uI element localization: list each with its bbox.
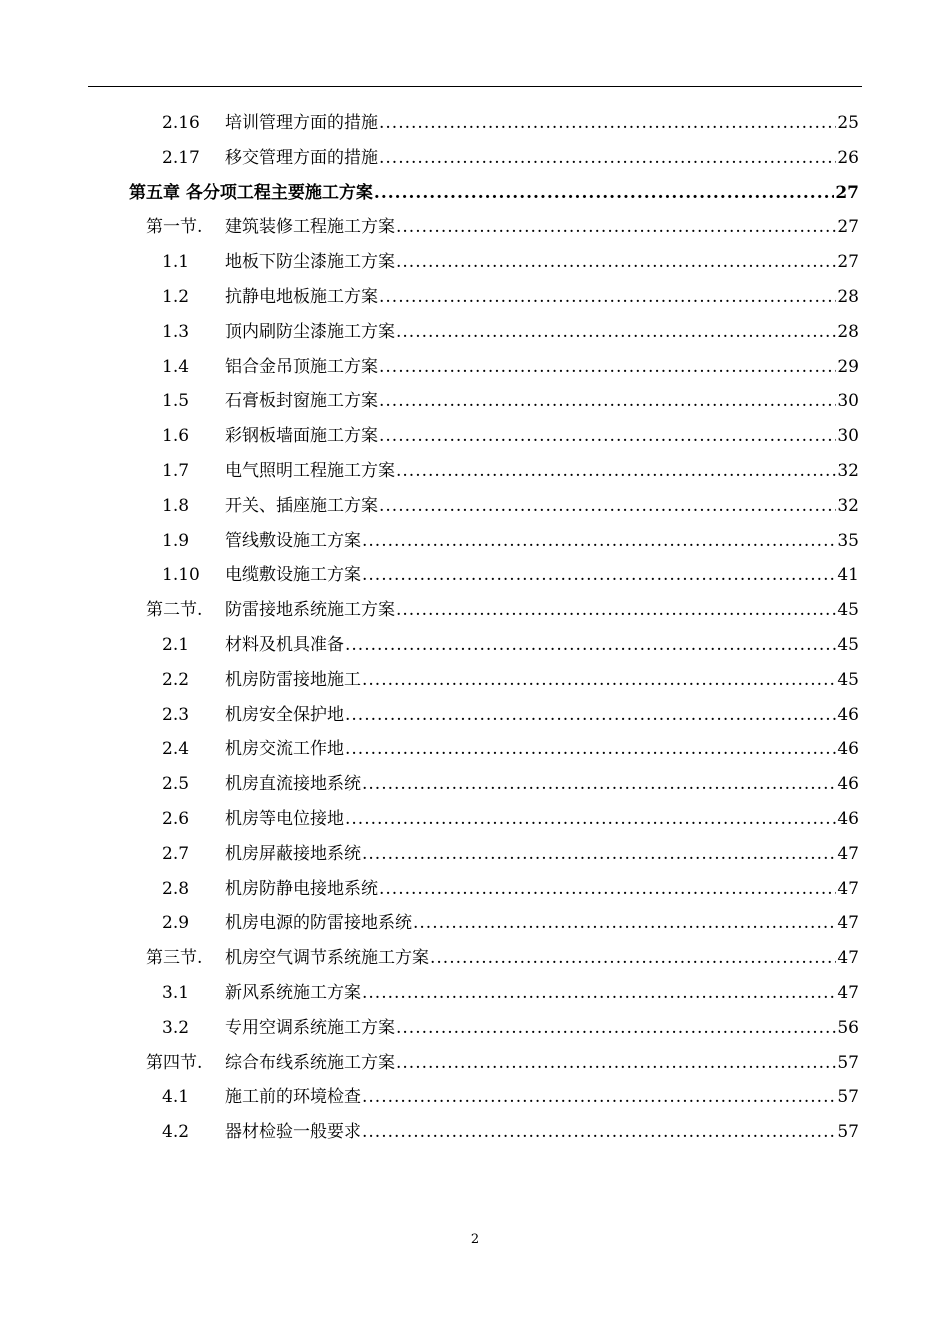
toc-entry-title: 器材检验一般要求 <box>225 1122 361 1143</box>
toc-entry-number: 3.2 <box>162 1017 190 1038</box>
toc-entry-title: 彩钢板墙面施工方案 <box>225 426 378 447</box>
toc-entry-title: 开关、插座施工方案 <box>225 495 378 516</box>
toc-entry-number: 1.7 <box>162 461 190 481</box>
toc-entry-page: 57 <box>837 1087 859 1108</box>
toc-entry-page: 27 <box>837 252 859 273</box>
toc-entry[interactable] <box>0 837 950 871</box>
toc-entry-number: 1.2 <box>162 287 190 307</box>
toc-entry-title: 施工前的环境检查 <box>225 1087 361 1108</box>
toc-entry-page: 56 <box>837 1017 859 1038</box>
toc-dot-leader <box>379 280 836 314</box>
toc-dot-leader <box>430 941 836 975</box>
toc-entry-number: 2.7 <box>162 843 190 864</box>
toc-entry-page: 45 <box>837 635 859 655</box>
toc-entry-page: 35 <box>837 530 859 551</box>
toc-entry[interactable] <box>0 384 950 418</box>
toc-entry-number: 第一节. <box>146 217 203 238</box>
toc-entry-number: 2.3 <box>162 704 190 725</box>
toc-dot-leader <box>362 837 836 871</box>
toc-entry-number: 2.4 <box>162 739 190 760</box>
toc-entry-title: 顶内刷防尘漆施工方案 <box>225 321 395 342</box>
toc-entry-title: 石膏板封窗施工方案 <box>225 391 378 412</box>
toc-entry-number: 第三节. <box>146 948 203 969</box>
toc-entry-page: 26 <box>837 147 859 168</box>
toc-entry[interactable] <box>0 872 950 906</box>
toc-entry-number: 1.4 <box>162 356 190 377</box>
toc-entry-page: 27 <box>835 182 859 203</box>
toc-dot-leader <box>345 628 836 662</box>
toc-entry-title: 材料及机具准备 <box>225 635 344 655</box>
page-number: 2 <box>470 1232 480 1247</box>
toc-entry-title: 电气照明工程施工方案 <box>225 461 395 481</box>
toc-entry-page: 32 <box>837 495 859 516</box>
toc-dot-leader <box>374 176 834 210</box>
toc-entry[interactable] <box>0 524 950 558</box>
toc-entry-page: 57 <box>837 1052 859 1073</box>
toc-entry-title: 机房防雷接地施工 <box>225 669 361 690</box>
toc-dot-leader <box>345 732 836 766</box>
toc-entry-title: 铝合金吊顶施工方案 <box>225 356 378 377</box>
toc-entry-page: 47 <box>837 843 859 864</box>
toc-entry-page: 28 <box>837 287 859 307</box>
toc-entry[interactable] <box>0 245 950 279</box>
toc-entry-title: 管线敷设施工方案 <box>225 530 361 551</box>
toc-entry[interactable] <box>0 698 950 732</box>
toc-entry-page: 45 <box>837 600 859 621</box>
toc-dot-leader <box>345 802 836 836</box>
toc-entry[interactable] <box>0 176 950 210</box>
toc-dot-leader <box>396 454 836 488</box>
toc-entry-title: 机房防静电接地系统 <box>225 878 378 899</box>
toc-entry-title: 机房电源的防雷接地系统 <box>225 913 412 934</box>
toc-dot-leader <box>396 593 836 627</box>
toc-entry-number: 2.2 <box>162 669 190 690</box>
toc-entry-page: 46 <box>837 809 859 829</box>
toc-entry-title: 电缆敷设施工方案 <box>225 565 361 586</box>
toc-dot-leader <box>379 384 836 418</box>
toc-entry-title: 防雷接地系统施工方案 <box>225 600 395 621</box>
toc-entry[interactable] <box>0 906 950 940</box>
toc-entry-number: 1.8 <box>162 495 190 516</box>
toc-entry-number: 第四节. <box>146 1052 203 1073</box>
toc-dot-leader <box>379 141 836 175</box>
toc-dot-leader <box>379 419 836 453</box>
toc-entry-title: 建筑装修工程施工方案 <box>225 217 395 238</box>
toc-entry-page: 32 <box>837 461 859 481</box>
toc-entry-title: 培训管理方面的措施 <box>225 113 378 133</box>
toc-entry[interactable] <box>0 1011 950 1045</box>
toc-dot-leader <box>413 906 836 940</box>
toc-entry-number: 4.1 <box>162 1087 190 1108</box>
toc-entry[interactable] <box>0 454 950 488</box>
toc-entry[interactable] <box>0 1080 950 1114</box>
toc-dot-leader <box>396 245 836 279</box>
toc-dot-leader <box>396 315 836 349</box>
toc-entry-number: 1.5 <box>162 391 190 412</box>
toc-entry[interactable] <box>0 350 950 384</box>
toc-entry-number: 2.5 <box>162 774 190 795</box>
toc-entry-title: 移交管理方面的措施 <box>225 147 378 168</box>
toc-entry-title: 专用空调系统施工方案 <box>225 1017 395 1038</box>
toc-dot-leader <box>362 1115 836 1149</box>
toc-entry-title: 机房直流接地系统 <box>225 774 361 795</box>
toc-entry-page: 30 <box>837 391 859 412</box>
toc-dot-leader <box>379 489 836 523</box>
toc-entry-title: 综合布线系统施工方案 <box>225 1052 395 1073</box>
header-rule <box>88 86 862 87</box>
toc-entry-number: 2.9 <box>162 913 190 934</box>
toc-entry-page: 28 <box>837 321 859 342</box>
toc-entry[interactable] <box>0 976 950 1010</box>
toc-entry[interactable] <box>0 767 950 801</box>
toc-entry-page: 46 <box>837 739 859 760</box>
toc-dot-leader <box>379 350 836 384</box>
toc-entry-title: 新风系统施工方案 <box>225 983 361 1003</box>
toc-entry-page: 47 <box>837 983 859 1003</box>
toc-dot-leader <box>362 976 836 1010</box>
toc-entry-page: 27 <box>837 217 859 238</box>
toc-entry-page: 45 <box>837 669 859 690</box>
toc-entry-number: 2.17 <box>162 147 200 168</box>
toc-entry-title: 机房屏蔽接地系统 <box>225 843 361 864</box>
toc-entry[interactable] <box>0 732 950 766</box>
toc-entry-number: 1.9 <box>162 530 190 551</box>
toc-dot-leader <box>379 106 836 140</box>
toc-entry-page: 46 <box>837 704 859 725</box>
toc-dot-leader <box>362 1080 836 1114</box>
toc-entry-page: 47 <box>837 948 859 969</box>
toc-dot-leader <box>396 1011 836 1045</box>
toc-entry-number: 1.6 <box>162 426 190 447</box>
toc-entry[interactable] <box>0 593 950 627</box>
toc-dot-leader <box>362 767 836 801</box>
toc-entry-title: 地板下防尘漆施工方案 <box>225 252 395 273</box>
toc-entry-page: 57 <box>837 1122 859 1143</box>
toc-entry-number: 2.16 <box>162 113 200 133</box>
toc-entry-title: 机房等电位接地 <box>225 809 344 829</box>
toc-entry-title: 抗静电地板施工方案 <box>225 287 378 307</box>
toc-entry-number: 1.1 <box>162 252 190 273</box>
toc-entry-page: 41 <box>837 565 859 586</box>
toc-entry[interactable] <box>0 489 950 523</box>
toc-entry-title: 机房安全保护地 <box>225 704 344 725</box>
toc-entry[interactable] <box>0 210 950 244</box>
toc-entry-page: 47 <box>837 913 859 934</box>
toc-entry-number: 1.3 <box>162 321 190 342</box>
toc-dot-leader <box>362 558 836 592</box>
toc-entry[interactable] <box>0 558 950 592</box>
toc-entry[interactable] <box>0 1046 950 1080</box>
toc-entry[interactable] <box>0 941 950 975</box>
toc-entry-page: 47 <box>837 878 859 899</box>
toc-entry-title: 机房交流工作地 <box>225 739 344 760</box>
toc-entry-page: 25 <box>837 113 859 133</box>
toc-entry-number: 2.6 <box>162 809 190 829</box>
toc-entry-number: 1.10 <box>162 565 200 586</box>
toc-entry-page: 46 <box>837 774 859 795</box>
toc-entry[interactable] <box>0 628 950 662</box>
toc-dot-leader <box>379 872 836 906</box>
toc-entry[interactable] <box>0 280 950 314</box>
toc-dot-leader <box>362 524 836 558</box>
toc-entry-page: 29 <box>837 356 859 377</box>
toc-entry-number: 2.1 <box>162 635 190 655</box>
toc-entry-number: 4.2 <box>162 1122 190 1143</box>
toc-dot-leader <box>345 698 836 732</box>
toc-dot-leader <box>362 663 836 697</box>
toc-entry-number: 3.1 <box>162 983 190 1003</box>
toc-entry[interactable] <box>0 141 950 175</box>
toc-entry[interactable] <box>0 1115 950 1149</box>
toc-entry-page: 30 <box>837 426 859 447</box>
toc-entry[interactable] <box>0 315 950 349</box>
toc-entry[interactable] <box>0 106 950 140</box>
toc-entry-title: 机房空气调节系统施工方案 <box>225 948 429 969</box>
toc-entry[interactable] <box>0 419 950 453</box>
toc-entry-number: 2.8 <box>162 878 190 899</box>
toc-entry-number: 第二节. <box>146 600 203 621</box>
toc-dot-leader <box>396 210 836 244</box>
toc-entry[interactable] <box>0 663 950 697</box>
toc-dot-leader <box>396 1046 836 1080</box>
toc-entry[interactable] <box>0 802 950 836</box>
toc-entry-title: 第五章 各分项工程主要施工方案 <box>129 182 373 203</box>
